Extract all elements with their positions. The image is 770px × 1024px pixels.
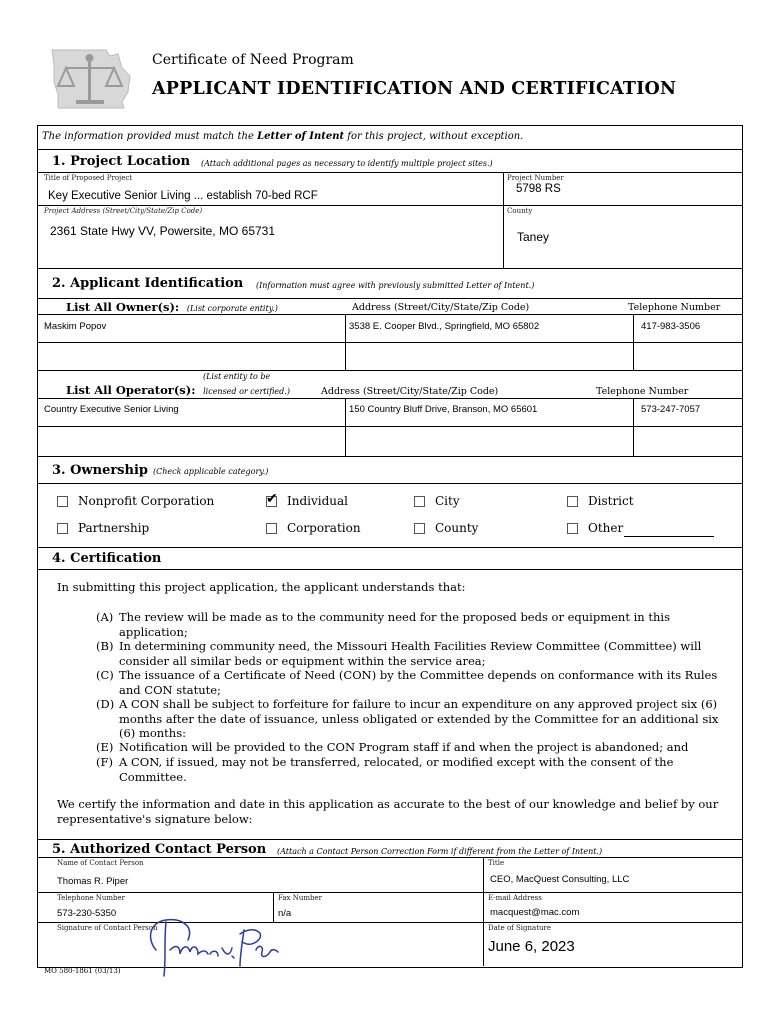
county-value[interactable]: Taney (517, 230, 550, 244)
section5-title: 5. Authorized Contact Person (52, 842, 267, 857)
owner-phone[interactable]: 417-983-3506 (641, 321, 701, 332)
handwritten-signature (136, 910, 286, 980)
ownership-option-city[interactable]: City (414, 494, 460, 508)
signature-date-label: Date of Signature (488, 924, 552, 932)
project-title-value[interactable]: Key Executive Senior Living ... establish 70-bed RCF (48, 190, 318, 202)
ownership-option-other[interactable]: Other (567, 521, 623, 535)
check-mark-icon: ✔ (266, 491, 278, 507)
intro-text: The information provided must match the Letter of Intent for this project, without exception. (42, 131, 524, 142)
section4-title: 4. Certification (52, 551, 162, 566)
state-seal-logo (44, 46, 136, 112)
project-address-value[interactable]: 2361 State Hwy VV, Powersite, MO 65731 (50, 224, 276, 238)
ownership-option-corporation[interactable]: Corporation (266, 521, 361, 535)
cert-item-e: (E) Notification will be provided to the CON Program staff if and when the project is abandoned; and (96, 740, 689, 754)
operator-name[interactable]: Country Executive Senior Living (44, 404, 179, 415)
section3-note: (Check applicable category.) (153, 467, 269, 476)
project-address-label: Project Address (Street/City/State/Zip Code) (44, 207, 203, 215)
contact-name-label: Name of Contact Person (57, 859, 144, 867)
section1-title: 1. Project Location (52, 154, 191, 169)
ownership-option-nonprofit[interactable]: Nonprofit Corporation (57, 494, 214, 508)
program-name: Certificate of Need Program (152, 52, 354, 68)
owners-address-header: Address (Street/City/State/Zip Code) (352, 302, 530, 313)
owner-name[interactable]: Maskim Popov (44, 321, 107, 332)
signature-label: Signature of Contact Person (57, 924, 158, 932)
ownership-option-district[interactable]: District (567, 494, 634, 508)
contact-email-value[interactable]: macquest@mac.com (490, 907, 580, 918)
ownership-option-individual[interactable]: ✔ Individual (266, 491, 349, 508)
operators-heading: List All Operator(s): licensed or certified.) (66, 383, 290, 397)
ownership-option-partnership[interactable]: Partnership (57, 521, 149, 535)
project-title-label: Title of Proposed Project (44, 174, 133, 182)
cert-item-d: (D) A CON shall be subject to forfeiture for failure to incur an expenditure on any approved project six (6) months after the date of issuance, unless obligated or extended by the Committee for an additional six (6) months: (96, 697, 719, 740)
certification-intro: In submitting this project application, the applicant understands that: (57, 580, 466, 594)
operators-note-line1: (List entity to be (203, 372, 271, 381)
page-title: APPLICANT IDENTIFICATION AND CERTIFICATION (152, 79, 677, 99)
section2-note: (Information must agree with previously submitted Letter of Intent.) (256, 281, 535, 290)
operator-phone[interactable]: 573-247-7057 (641, 404, 701, 415)
form-id: MO 580-1861 (03/13) (44, 967, 121, 975)
other-blank-line[interactable] (624, 536, 714, 537)
operators-address-header: Address (Street/City/State/Zip Code) (321, 386, 499, 397)
contact-phone-value[interactable]: 573-230-5350 (57, 908, 117, 919)
contact-email-label: E-mail Address (488, 894, 542, 902)
checkbox-nonprofit[interactable] (57, 496, 68, 507)
cert-item-f: (F) A CON, if issued, may not be transferred, relocated, or modified except with the consent of the Committee. (96, 755, 674, 784)
section3-title: 3. Ownership (52, 463, 148, 478)
checkbox-county[interactable] (414, 523, 425, 534)
checkbox-corporation[interactable] (266, 523, 277, 534)
checkbox-city[interactable] (414, 496, 425, 507)
operators-phone-header: Telephone Number (596, 386, 689, 397)
contact-fax-label: Fax Number (278, 894, 322, 902)
signature-date-value[interactable]: June 6, 2023 (488, 938, 575, 955)
cert-item-b: (B) In determining community need, the Missouri Health Facilities Review Committee (Committee) will consider all similar beds or equipment within the service area; (96, 639, 702, 668)
section2-title: 2. Applicant Identification (52, 276, 244, 291)
cert-item-c: (C) The issuance of a Certificate of Need (CON) by the Committee depends on conformance with its Rules and CON statute; (96, 668, 718, 697)
certification-closing: We certify the information and date in this application as accurate to the best of our knowledge and belief by our representative's signature below: (57, 797, 719, 826)
contact-name-value[interactable]: Thomas R. Piper (57, 876, 129, 887)
owner-address[interactable]: 3538 E. Cooper Blvd., Springfield, MO 65802 (349, 321, 540, 332)
project-number-label: Project Number (507, 174, 564, 182)
owners-phone-header: Telephone Number (628, 302, 721, 313)
checkbox-other[interactable] (567, 523, 578, 534)
county-label: County (507, 207, 533, 215)
cert-item-a: (A) The review will be made as to the community need for the proposed beds or equipment in this application; (96, 610, 670, 639)
contact-title-value[interactable]: CEO, MacQuest Consulting, LLC (490, 874, 630, 885)
section1-note: (Attach additional pages as necessary to identify multiple project sites.) (201, 159, 493, 168)
section5-note: (Attach a Contact Person Correction Form if different from the Letter of Intent.) (277, 847, 603, 856)
contact-fax-value[interactable]: n/a (278, 908, 292, 919)
checkbox-individual[interactable] (266, 491, 278, 507)
checkbox-partnership[interactable] (57, 523, 68, 534)
project-number-value[interactable]: 5798 RS (516, 183, 561, 195)
checkbox-district[interactable] (567, 496, 578, 507)
contact-title-label: Title (488, 859, 505, 867)
owners-heading: List All Owner(s): (List corporate entity.) (66, 300, 278, 314)
contact-phone-label: Telephone Number (57, 894, 125, 902)
ownership-option-county[interactable]: County (414, 521, 478, 535)
operator-address[interactable]: 150 Country Bluff Drive, Branson, MO 65601 (349, 404, 538, 415)
